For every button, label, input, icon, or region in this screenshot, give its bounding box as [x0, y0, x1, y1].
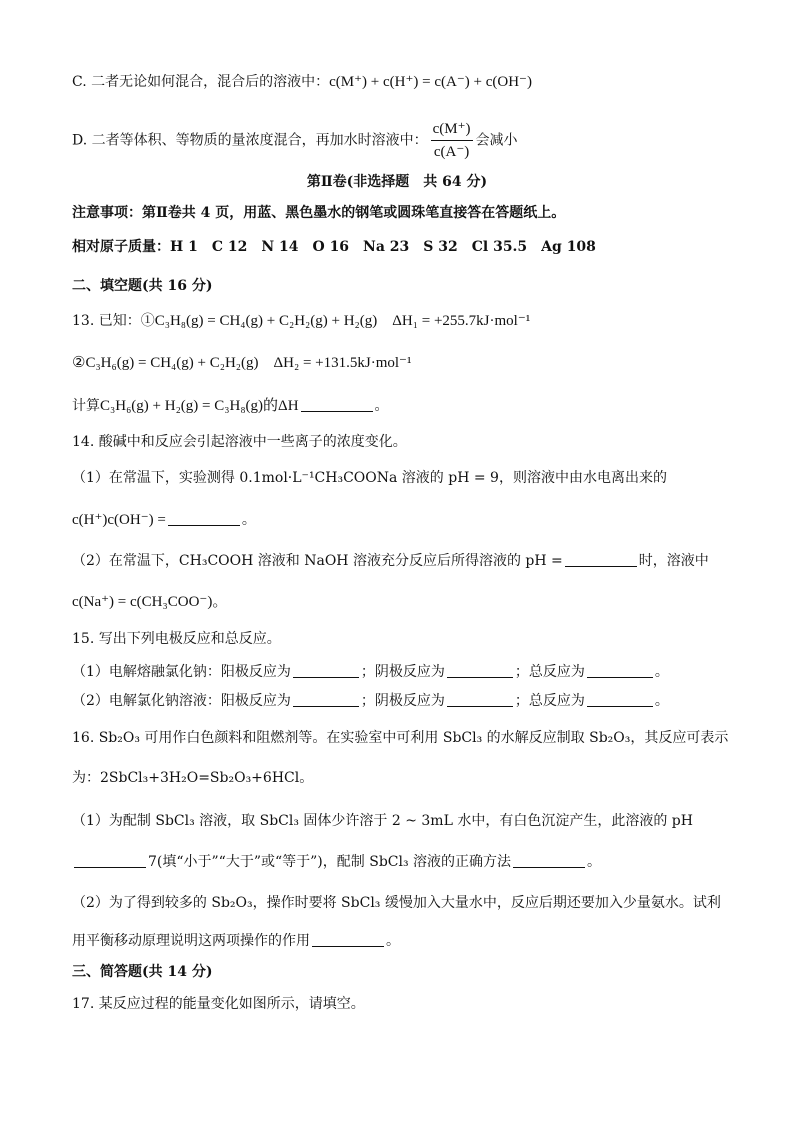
- q13-calc: [72, 396, 734, 416]
- q15-l2-label: （2）电解氯化钠溶液：阳极反应为: [72, 693, 291, 709]
- q16-ph-blank[interactable]: [74, 853, 146, 868]
- q15-line1: [72, 662, 734, 682]
- q14-p1b-end: 。: [241, 512, 256, 528]
- option-d-label: D. 二者等体积、等物质的量浓度混合，再加水时溶液中：: [72, 132, 428, 149]
- option-c: [72, 72, 734, 92]
- q13-calc-label: 计算: [72, 398, 100, 414]
- q14-answer-blank-1[interactable]: [168, 511, 240, 526]
- q15-cathode-blank-2[interactable]: [447, 692, 513, 707]
- q17-text: 17. 某反应过程的能量变化如图所示，请填空。: [72, 996, 365, 1012]
- section-title: 第Ⅱ卷(非选择题 共 64 分): [306, 174, 488, 190]
- q14-answer-blank-2[interactable]: [565, 552, 637, 567]
- q16-line5: （2）为了得到较多的 Sb₂O₃，操作时要将 SbCl₃ 缓慢加入大量水中，反应后期还要加入少量氨水。试利: [72, 895, 721, 911]
- q13-eq2: ②C₃H₆(g) = CH₄(g) + C₂H₂(g) ΔH₂ = +131.5kJ·mol⁻¹: [72, 355, 412, 371]
- q13-end: 。: [374, 398, 389, 414]
- notice: 注意事项：第Ⅱ卷共 4 页，用蓝、黑色墨水的钢笔或圆珠笔直接答在答题纸上。: [72, 205, 566, 221]
- q16-l4-text: 7(填“小于”“大于”或“等于”)，配制 SbCl₃ 溶液的正确方法: [148, 854, 512, 870]
- q13-answer-blank[interactable]: [301, 397, 373, 412]
- short-answer-heading: 三、简答题(共 14 分): [72, 964, 213, 980]
- fraction-numerator: c(M⁺): [431, 118, 473, 141]
- option-d: [72, 118, 734, 163]
- q15-total-blank-2[interactable]: [587, 692, 653, 707]
- q15-l1-label: （1）电解熔融氯化钠：阳极反应为: [72, 664, 291, 680]
- q14-p1: （1）在常温下，实验测得 0.1mol·L⁻¹CH₃COONa 溶液的 pH = 9，则溶液中由水电离出来的: [72, 470, 667, 486]
- q15-end-2: 。: [654, 693, 669, 709]
- q14-p1b: [72, 510, 734, 530]
- q16-line6: [72, 931, 734, 951]
- option-d-tail: 会减小: [475, 132, 518, 149]
- q15-total-label-2: ；总反应为: [514, 693, 585, 709]
- q15-total-blank-1[interactable]: [587, 663, 653, 678]
- q15-cathode-label-2: ；阴极反应为: [360, 693, 445, 709]
- fill-heading: 二、填空题(共 16 分): [72, 278, 213, 294]
- q15-title: 15. 写出下列电极反应和总反应。: [72, 631, 281, 647]
- q14-title: 14. 酸碱中和反应会引起溶液中一些离子的浓度变化。: [72, 434, 407, 450]
- q14-p2b: c(Na⁺) = c(CH₃COO⁻)。: [72, 594, 228, 610]
- q15-anode-blank-1[interactable]: [293, 663, 359, 678]
- atomic-masses: 相对原子质量：H 1 C 12 N 14 O 16 Na 23 S 32 Cl 35.5 Ag 108: [72, 239, 596, 255]
- q16-line3: （1）为配制 SbCl₃ 溶液，取 SbCl₃ 固体少许溶于 2 ~ 3mL 水中，有白色沉淀产生，此溶液的 pH: [72, 813, 693, 829]
- q15-cathode-label-1: ；阴极反应为: [360, 664, 445, 680]
- q16-l6-text: 用平衡移动原理说明这两项操作的作用: [72, 933, 310, 949]
- q13-eq1: C₃H₈(g) = CH₄(g) + C₂H₂(g) + H₂(g) ΔH₁ = +255.7kJ·mol⁻¹: [154, 313, 531, 329]
- q16-line4: [72, 852, 734, 872]
- q15-line2: [72, 691, 734, 711]
- q15-anode-blank-2[interactable]: [293, 692, 359, 707]
- q14-p1b-formula: c(H⁺)c(OH⁻) =: [72, 512, 166, 528]
- option-c-label: C. 二者无论如何混合，混合后的溶液中：: [72, 74, 330, 90]
- q16-effect-blank[interactable]: [312, 932, 384, 947]
- q16-line1: 16. Sb₂O₃ 可用作白色颜料和阻燃剂等。在实验室中可利用 SbCl₃ 的水解反应制取 Sb₂O₃，其反应可表示: [72, 730, 729, 746]
- q14-p2a-end: 时，溶液中: [638, 553, 709, 569]
- option-d-fraction: [431, 118, 473, 163]
- q15-cathode-blank-1[interactable]: [447, 663, 513, 678]
- q16-l6-end: 。: [386, 933, 400, 949]
- q16-method-blank[interactable]: [513, 853, 585, 868]
- q16-line2: 为：2SbCl₃+3H₂O=Sb₂O₃+6HCl。: [72, 770, 314, 786]
- q13-prefix: 13. 已知：①: [72, 313, 155, 329]
- q14-p2a: [72, 551, 734, 571]
- q14-p2a-text: （2）在常温下，CH₃COOH 溶液和 NaOH 溶液充分反应后所得溶液的 pH =: [72, 553, 563, 569]
- q13-line1: [72, 311, 734, 331]
- q15-total-label-1: ；总反应为: [514, 664, 585, 680]
- q15-end-1: 。: [654, 664, 669, 680]
- q13-calc-eq: C₃H₆(g) + H₂(g) = C₃H₈(g)的ΔH: [100, 398, 299, 414]
- option-c-formula: c(M⁺) + c(H⁺) = c(A⁻) + c(OH⁻): [329, 74, 532, 90]
- q16-l4-end: 。: [587, 854, 602, 870]
- fraction-denominator: c(A⁻): [433, 144, 470, 160]
